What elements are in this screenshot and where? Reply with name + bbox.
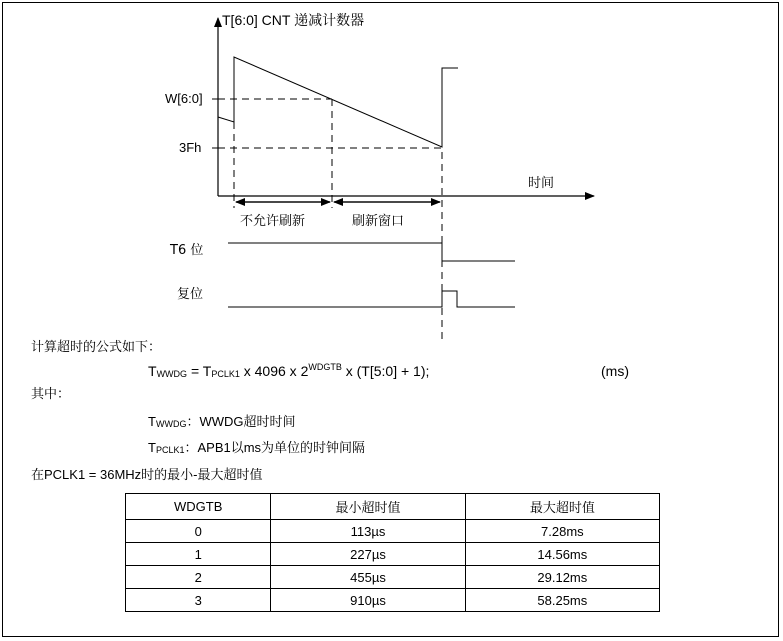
header-max-timeout: 最大超时值 xyxy=(465,494,659,520)
where-label: 其中： xyxy=(31,387,71,402)
table-row xyxy=(126,520,660,543)
cell-min: 910µs xyxy=(271,589,465,612)
header-min-timeout: 最小超时值 xyxy=(271,494,465,520)
y-axis-label: T[6:0] CNT 递减计数器 xyxy=(222,12,365,28)
reset-waveform xyxy=(228,291,515,307)
table-row xyxy=(126,589,660,612)
cell-wdgtb: 3 xyxy=(126,589,271,612)
timeout-table xyxy=(125,493,660,612)
cell-max: 29.12ms xyxy=(465,566,659,589)
timeout-formula: TWWDG = TPCLK1 x 4096 x $2^{WDGTB}$ x (T[5:0] + 1); xyxy=(148,362,430,379)
table-row xyxy=(126,543,660,566)
not-allowed-refresh-label: 不允许刷新 xyxy=(240,214,306,229)
cell-max: 58.25ms xyxy=(465,589,659,612)
w-level-label: W[6:0] xyxy=(165,91,203,106)
cell-wdgtb: 1 xyxy=(126,543,271,566)
t6-waveform xyxy=(228,243,515,261)
cell-wdgtb: 0 xyxy=(126,520,271,543)
cell-wdgtb: 2 xyxy=(126,566,271,589)
table-header-row xyxy=(126,494,660,520)
formula-intro: 计算超时的公式如下： xyxy=(31,340,162,355)
3fh-level-label: 3Fh xyxy=(179,140,202,155)
formula-unit: (ms) xyxy=(601,363,629,379)
header-wdgtb: WDGTB xyxy=(126,494,271,520)
counter-curve xyxy=(218,57,458,147)
twwdg-definition: TWWDG：WWDG超时时间 xyxy=(148,414,296,429)
x-axis-label: 时间 xyxy=(528,176,555,191)
cell-min: 455µs xyxy=(271,566,465,589)
cell-max: 7.28ms xyxy=(465,520,659,543)
cell-min: 227µs xyxy=(271,543,465,566)
t6-bit-label: T6 位 xyxy=(170,243,204,258)
table-row xyxy=(126,566,660,589)
refresh-window-label: 刷新窗口 xyxy=(352,214,405,229)
cell-max: 14.56ms xyxy=(465,543,659,566)
reset-label: 复位 xyxy=(177,287,204,302)
table-caption: 在PCLK1 = 36MHz时的最小-最大超时值 xyxy=(31,467,263,482)
tpclk1-definition: TPCLK1：APB1以ms为单位的时钟间隔 xyxy=(148,440,366,455)
cell-min: 113µs xyxy=(271,520,465,543)
